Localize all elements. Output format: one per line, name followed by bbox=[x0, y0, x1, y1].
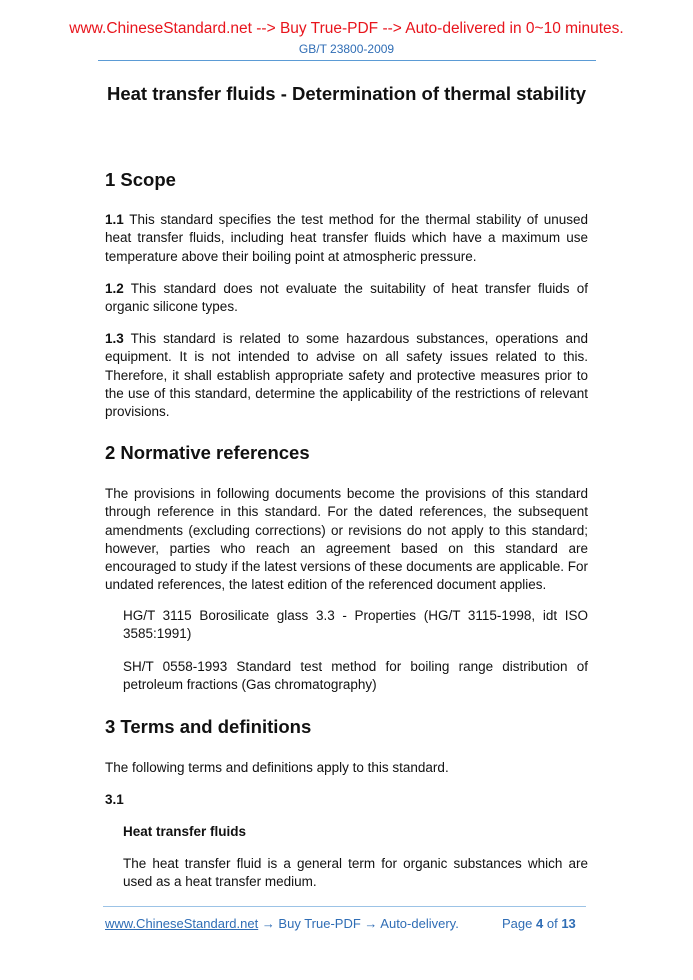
clause-1-1 bbox=[105, 211, 588, 266]
page-number: 4 bbox=[536, 916, 544, 931]
of-label: of bbox=[546, 916, 558, 931]
page-total: 13 bbox=[561, 916, 576, 931]
clause-1-3 bbox=[105, 330, 588, 421]
clause-text: This standard does not evaluate the suitability of heat transfer fluids of organic silicone types. bbox=[105, 281, 588, 315]
term-name: Heat transfer fluids bbox=[123, 824, 247, 839]
term-definition: The heat transfer fluid is a general term for organic substances which are used as a heat transfer medium. bbox=[123, 856, 588, 890]
section-heading-scope: 1 Scope bbox=[105, 169, 176, 190]
reference-item: HG/T 3115 Borosilicate glass 3.3 - Properties (HG/T 3115-1998, idt ISO 3585:1991) bbox=[123, 608, 588, 642]
normative-intro: The provisions in following documents become the provisions of this standard through reference in this standard. For the dated references, the subsequent amendments (excluding corrections) or revisions do not apply to this standard; however, parties who reach an agreement based on this standard are encouraged to study if the latest versions of these documents are applicable. For undated references, the latest edition of the referenced document applies. bbox=[105, 486, 588, 593]
clause-number: 1.1 bbox=[105, 212, 124, 227]
clause-text: This standard specifies the test method for the thermal stability of unused heat transfer fluids, including heat transfer fluids which have a maximum use temperature above their boiling point at atmospheric pressure. bbox=[105, 212, 588, 264]
clause-1-2 bbox=[105, 280, 588, 317]
clause-number: 1.3 bbox=[105, 331, 124, 346]
promo-banner[interactable]: www.ChineseStandard.net --> Buy True-PDF --> Auto-delivered in 0~10 minutes. bbox=[69, 20, 624, 37]
footer-promo bbox=[105, 916, 459, 931]
footer-divider bbox=[103, 906, 586, 907]
page-indicator bbox=[502, 916, 576, 931]
footer-text: → Buy True-PDF → Auto-delivery. bbox=[258, 916, 459, 931]
section-heading-normative-references: 2 Normative references bbox=[105, 442, 310, 463]
page-label: Page bbox=[502, 916, 533, 931]
clause-number: 1.2 bbox=[105, 281, 124, 296]
clause-text: This standard is related to some hazardous substances, operations and equipment. It is not intended to advise on all safety issues related to this. Therefore, it shall establish appropriate safety and protective measures prior to the use of this standard, determine the applicability of the restrictions of relevant provisions. bbox=[105, 331, 588, 420]
footer-link[interactable]: www.ChineseStandard.net bbox=[105, 916, 259, 931]
reference-item: SH/T 0558-1993 Standard test method for boiling range distribution of petroleum fractions (Gas chromatography) bbox=[123, 659, 588, 693]
section-heading-terms: 3 Terms and definitions bbox=[105, 716, 312, 737]
document-title: Heat transfer fluids - Determination of thermal stability bbox=[106, 83, 587, 104]
standard-number: GB/T 23800-2009 bbox=[298, 42, 395, 56]
terms-intro: The following terms and definitions apply to this standard. bbox=[105, 760, 449, 775]
term-number: 3.1 bbox=[105, 792, 124, 807]
header-divider bbox=[98, 60, 596, 61]
